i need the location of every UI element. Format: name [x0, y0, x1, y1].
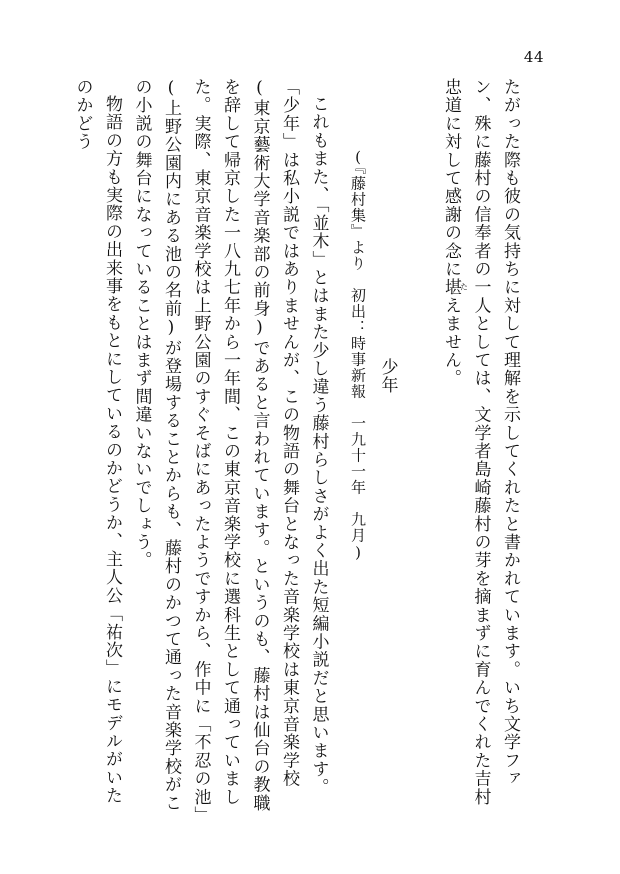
ruby-base: 堪	[441, 278, 461, 297]
paragraph-tail: えません。	[441, 296, 461, 388]
section-source: (『藤村集』より 初出：時事新報 一九十一年 九月)	[349, 148, 367, 563]
page-number: 44	[523, 48, 544, 66]
paragraph: 物語の方も実際の出来事をもとにしているのかどうか、主人公「祐次」にモデルがいたのかどう	[72, 78, 122, 805]
ruby-reading: た	[459, 278, 469, 297]
paragraph-continuation	[436, 78, 525, 818]
section-title: 少年	[377, 358, 398, 395]
paragraph: これもまた、「並木」とはまた少し違う藤村らしさがよく出た短編小説だと思います。「少年」は私小説ではありませんが、この物語の舞台となった音楽学校は東京音楽学校(東京藝術大学音楽部の前身)であると言われています。というのも、藤村は仙台の教職を辞して帰京した一八九七年から一年間、この東京音楽学校に選科生として通っていました。実際、東京音楽学校は上野公園のすぐそばにあったようですから、作中に「不忍の池」(上野公園内にある池の名前)が登場することからも、藤村のかつて通った音楽学校がこの小説の舞台になっていることはまず間違いないでしょう。	[131, 78, 329, 816]
ruby-word	[441, 278, 469, 297]
body-text	[67, 78, 524, 818]
section-heading	[343, 78, 402, 818]
paragraph-text: たがった際も彼の気持ちに対して理解を示してくれたと書かれています。いち文学ファン、殊に藤村の信奉者の一人としては、文学者島崎藤村の芽を摘まずに育んでくれた吉村忠道に対して感謝の念に	[441, 78, 520, 806]
